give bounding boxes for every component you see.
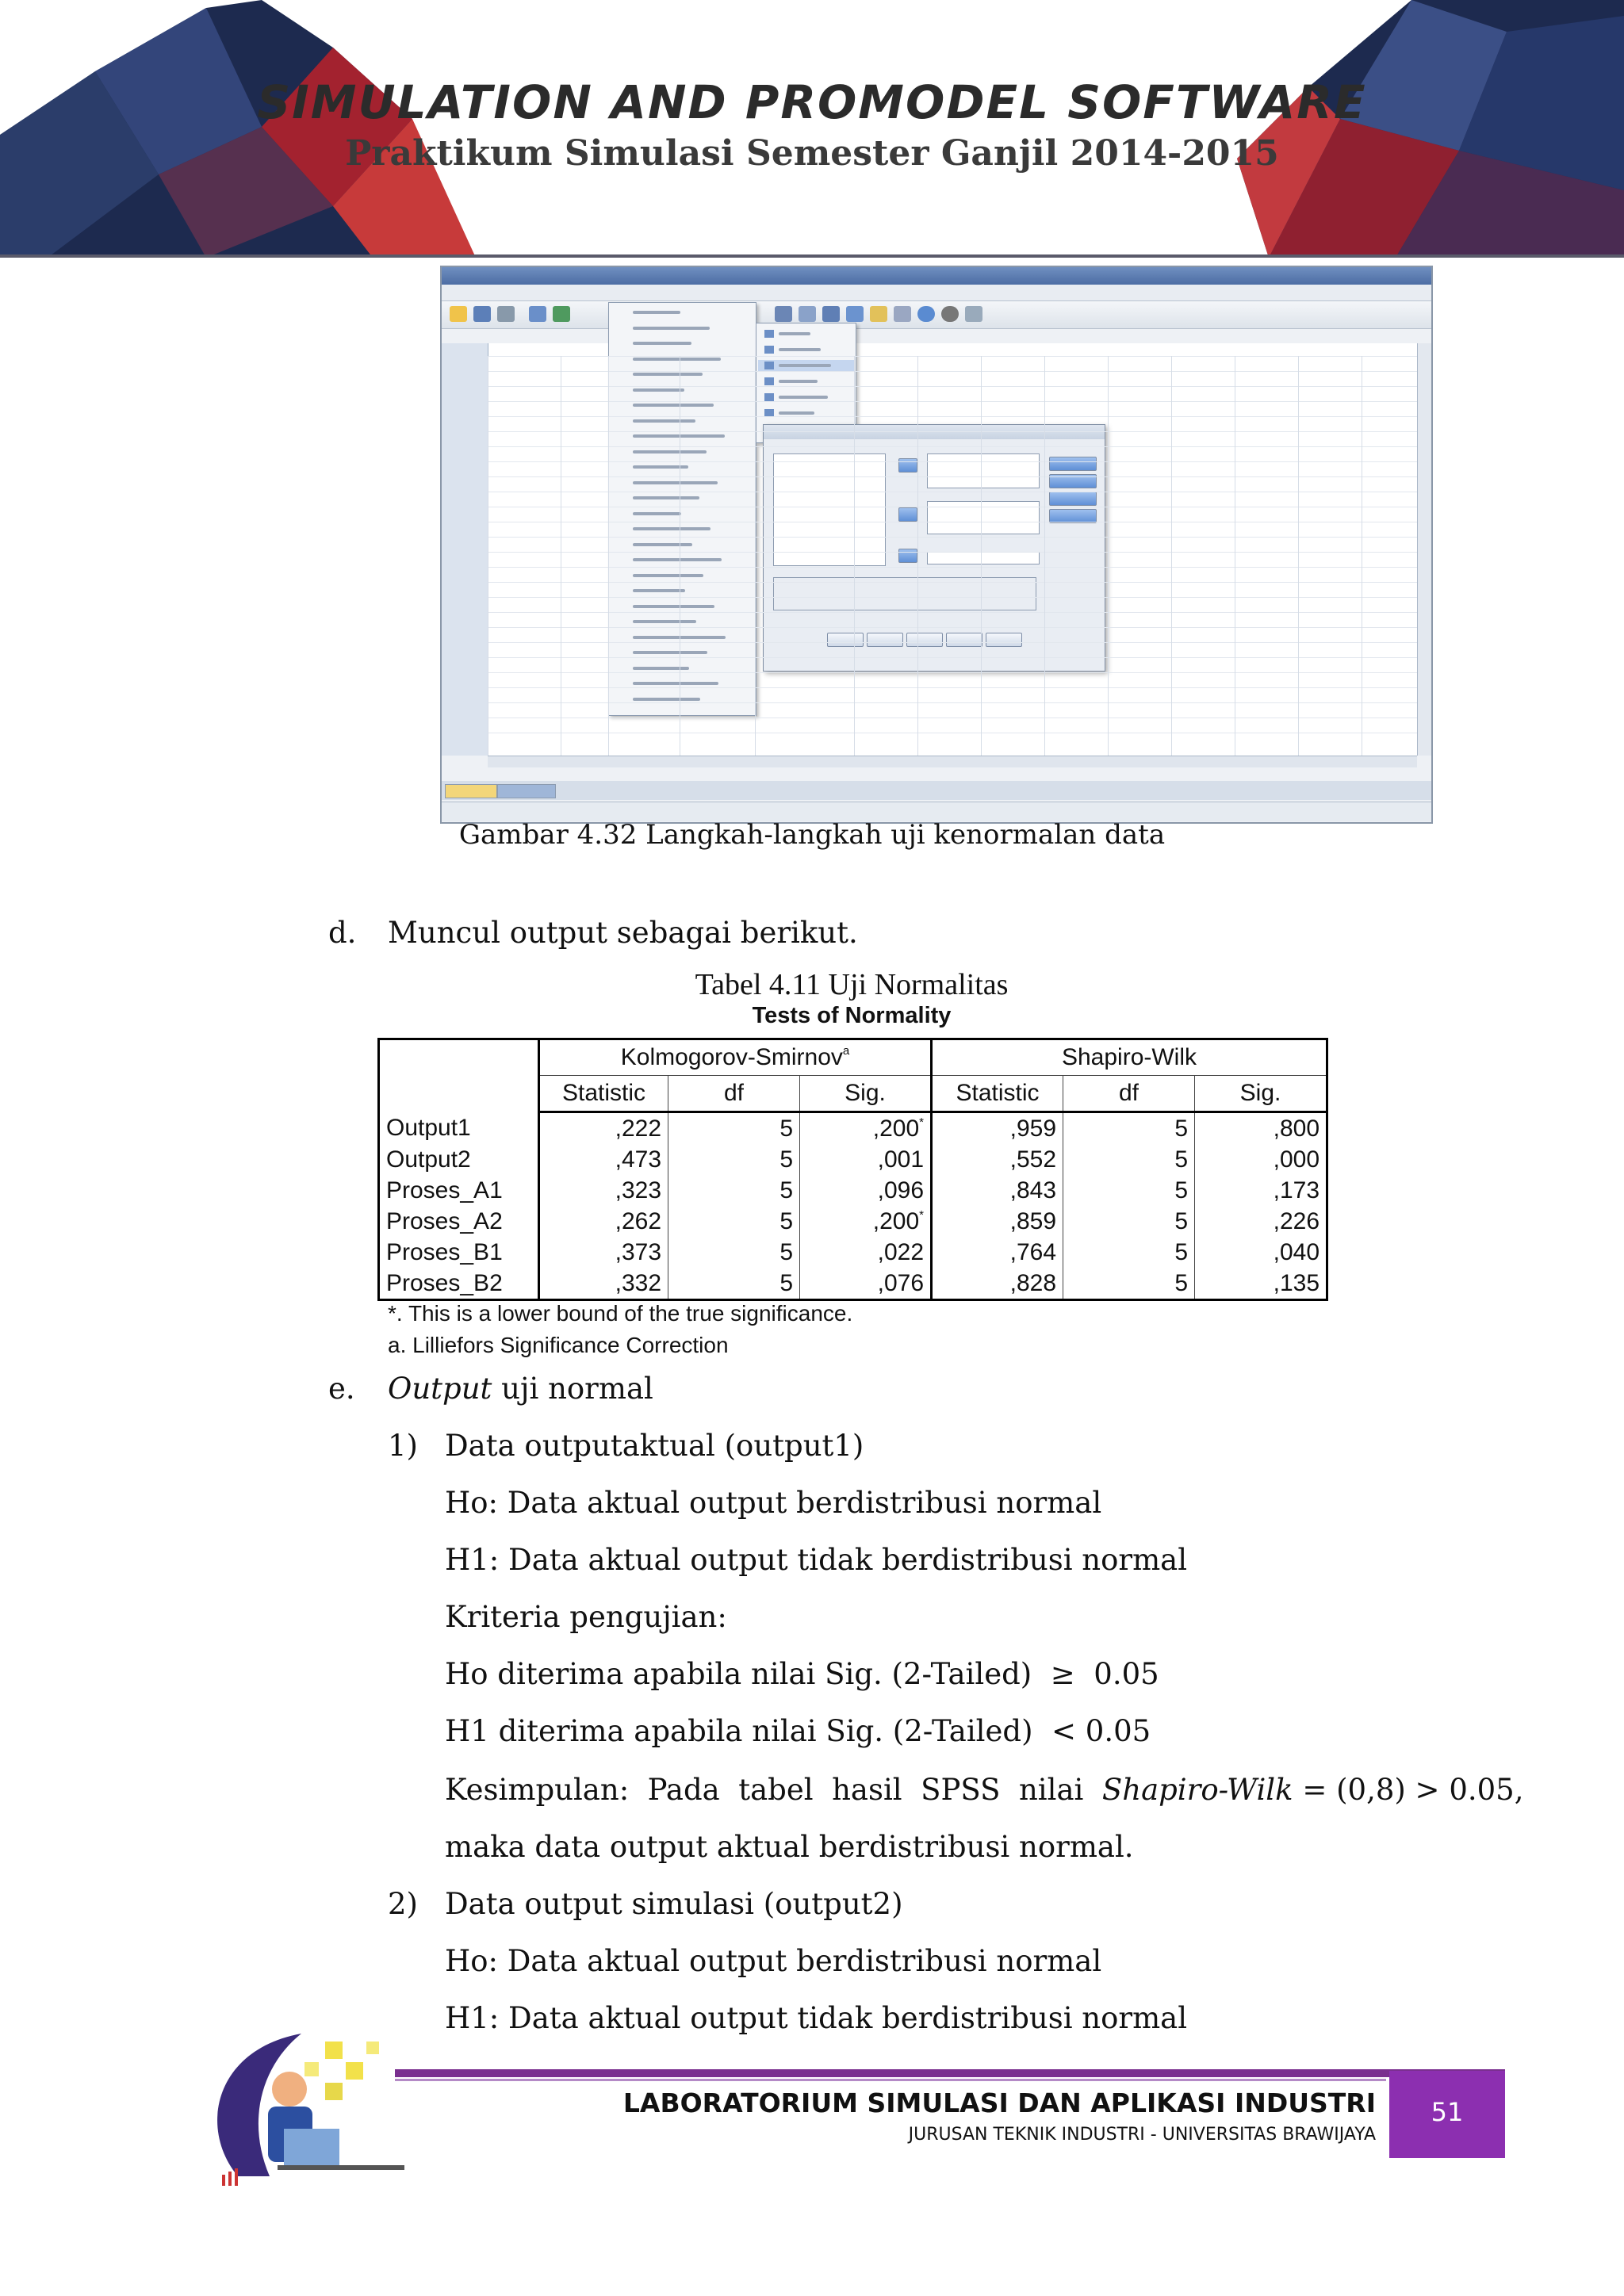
use-sets-icon <box>941 306 959 322</box>
sw-df-cell: 5 <box>1063 1112 1195 1145</box>
sub1-h1: H1: Data aktual output tidak berdistribusi normal <box>445 1543 1188 1577</box>
sw-sig-header: Sig. <box>1195 1076 1327 1112</box>
sub2-h1: H1: Data aktual output tidak berdistribusi normal <box>445 2001 1188 2035</box>
ks-sig-cell: ,076 <box>800 1268 932 1300</box>
grid-row-line <box>488 567 1417 568</box>
split-icon <box>846 306 864 322</box>
ks-sig-cell: ,022 <box>800 1237 932 1268</box>
table-row <box>379 1268 1327 1300</box>
sub1-h1-rule: H1 diterima apabila nilai Sig. (2-Tailed) < 0.05 <box>445 1714 1151 1748</box>
spss-view-tabs <box>442 781 1431 800</box>
ks-df-cell: 5 <box>668 1206 800 1237</box>
menu-item-placeholder <box>633 496 699 499</box>
grid-row-line <box>488 702 1417 703</box>
sw-df-cell: 5 <box>1063 1175 1195 1206</box>
data-view-tab <box>445 784 497 798</box>
menu-item-placeholder <box>633 450 707 453</box>
menu-item-placeholder <box>633 605 714 608</box>
table-icon <box>799 306 816 322</box>
menu-item-placeholder <box>633 419 695 423</box>
chart-icon <box>775 306 792 322</box>
sw-statistic-cell: ,859 <box>932 1206 1063 1237</box>
grid-row-line <box>488 416 1417 417</box>
table-footnote-1: *. This is a lower bound of the true significance. <box>388 1301 853 1326</box>
submenu-item-icon <box>764 362 774 369</box>
menu-item-placeholder <box>633 558 722 561</box>
table-caption: Tabel 4.11 Uji Normalitas <box>695 968 1009 1001</box>
sw-statistic-cell: ,552 <box>932 1144 1063 1175</box>
options-button <box>1049 492 1097 506</box>
grid-col-line <box>981 356 982 756</box>
menu-item-placeholder <box>633 620 696 623</box>
ks-df-cell: 5 <box>668 1112 800 1145</box>
move-dependent-button <box>898 458 917 473</box>
save-icon <box>473 306 491 322</box>
grid-row-line <box>488 657 1417 658</box>
spss-titlebar <box>442 267 1431 285</box>
footer-department: JURUSAN TEKNIK INDUSTRI - UNIVERSITAS BRAWIJAYA <box>908 2125 1376 2145</box>
grid-col-line <box>854 356 855 756</box>
page-number: 51 <box>1431 2097 1464 2127</box>
ks-statistic-cell: ,262 <box>539 1206 668 1237</box>
table-row <box>379 1144 1327 1175</box>
menu-item-placeholder <box>633 327 710 330</box>
grid-icon <box>822 306 840 322</box>
table-row <box>379 1112 1327 1145</box>
row-label: Output2 <box>379 1144 539 1175</box>
menu-item-placeholder <box>633 512 681 515</box>
spss-row-headers <box>442 343 488 756</box>
submenu-item-icon <box>764 346 774 354</box>
grid-col-line <box>1108 356 1109 756</box>
ks-df-cell: 5 <box>668 1144 800 1175</box>
item-d-text: Muncul output sebagai berikut. <box>388 916 858 950</box>
menu-item-placeholder <box>633 481 718 484</box>
ks-df-header: df <box>668 1076 800 1112</box>
grid-col-line <box>917 356 918 756</box>
grid-col-line <box>755 356 756 756</box>
dialog-recall-icon <box>529 306 546 322</box>
sw-statistic-header: Statistic <box>932 1076 1063 1112</box>
move-factor-button <box>898 507 917 522</box>
sub2-ho: Ho: Data aktual output berdistribusi normal <box>445 1944 1102 1978</box>
ks-statistic-cell: ,473 <box>539 1144 668 1175</box>
label-cases-box <box>927 552 1040 564</box>
spss-screenshot <box>440 266 1433 824</box>
print-icon <box>497 306 515 322</box>
item-d-marker: d. <box>328 916 357 950</box>
grid-row-line <box>488 537 1417 538</box>
move-label-button <box>898 549 917 563</box>
menu-item-placeholder <box>633 574 703 577</box>
ks-statistic-cell: ,222 <box>539 1112 668 1145</box>
ks-statistic-cell: ,332 <box>539 1268 668 1300</box>
row-label: Proses_B2 <box>379 1268 539 1300</box>
table-row <box>379 1206 1327 1237</box>
ks-df-cell: 5 <box>668 1175 800 1206</box>
ks-sig-cell: ,200* <box>800 1206 932 1237</box>
sw-statistic-cell: ,959 <box>932 1112 1063 1145</box>
grid-row-line <box>488 582 1417 583</box>
reset-button <box>906 633 943 647</box>
grid-row-line <box>488 552 1417 553</box>
row-label: Output1 <box>379 1112 539 1145</box>
spss-vertical-scrollbar <box>1417 343 1432 756</box>
submenu-item-placeholder <box>779 364 831 367</box>
ks-df-cell: 5 <box>668 1268 800 1300</box>
sub2-heading: Data output simulasi (output2) <box>445 1887 903 1921</box>
spss-menubar <box>442 285 1431 301</box>
submenu-item-placeholder <box>779 380 818 383</box>
row-label: Proses_A1 <box>379 1175 539 1206</box>
sw-sig-cell: ,000 <box>1195 1144 1327 1175</box>
submenu-item-placeholder <box>779 411 814 415</box>
grid-row-line <box>488 446 1417 447</box>
submenu-item-icon <box>764 377 774 385</box>
value-labels-icon <box>917 306 935 322</box>
ks-sig-cell: ,001 <box>800 1144 932 1175</box>
table-title: Tests of Normality <box>752 1003 952 1028</box>
grid-row-line <box>488 386 1417 387</box>
menu-item-placeholder <box>633 358 721 361</box>
help-button <box>986 633 1022 647</box>
grid-row-line <box>488 672 1417 673</box>
select-icon <box>894 306 911 322</box>
table-row <box>379 1175 1327 1206</box>
spss-horizontal-scrollbar <box>488 756 1417 767</box>
sw-df-header: df <box>1063 1076 1195 1112</box>
table-footnote-2: a. Lilliefors Significance Correction <box>388 1333 729 1357</box>
open-icon <box>450 306 467 322</box>
grid-row-line <box>488 356 1417 357</box>
menu-item-placeholder <box>633 682 718 685</box>
sw-sig-cell: ,800 <box>1195 1112 1327 1145</box>
sw-sig-cell: ,040 <box>1195 1237 1327 1268</box>
normality-table-body <box>379 1112 1327 1300</box>
submenu-item-placeholder <box>779 396 828 399</box>
variable-list-box <box>773 453 886 566</box>
figure-caption: Gambar 4.32 Langkah-langkah uji kenormalan data <box>458 819 1166 851</box>
table-corner <box>379 1039 539 1112</box>
footer-bar-accent <box>395 2079 1386 2081</box>
ks-statistic-cell: ,323 <box>539 1175 668 1206</box>
menu-item-placeholder <box>633 667 689 670</box>
grid-col-line <box>608 356 609 756</box>
sw-statistic-cell: ,828 <box>932 1268 1063 1300</box>
sub1-ho: Ho: Data aktual output berdistribusi normal <box>445 1486 1102 1520</box>
menu-item-placeholder <box>633 434 725 438</box>
normality-table <box>377 1038 1328 1301</box>
menu-item-placeholder <box>633 589 685 592</box>
spss-toolbar <box>442 301 1431 329</box>
ks-sig-cell: ,200* <box>800 1112 932 1145</box>
grid-row-line <box>488 461 1417 462</box>
table-row <box>379 1237 1327 1268</box>
grid-row-line <box>488 642 1417 643</box>
menu-item-placeholder <box>633 527 710 530</box>
sub1-kriteria: Kriteria pengujian: <box>445 1600 727 1634</box>
sw-df-cell: 5 <box>1063 1144 1195 1175</box>
menu-item-placeholder <box>633 651 707 654</box>
grid-row-line <box>488 401 1417 402</box>
grid-row-line <box>488 431 1417 432</box>
menu-item-placeholder <box>633 698 700 701</box>
sw-sig-cell: ,135 <box>1195 1268 1327 1300</box>
sub1-kesimpulan: Kesimpulan: Pada tabel hasil SPSS nilai Shapiro-Wilk = (0,8) > 0.05, <box>445 1773 1524 1807</box>
ks-df-cell: 5 <box>668 1237 800 1268</box>
grid-row-line <box>488 612 1417 613</box>
sw-df-cell: 5 <box>1063 1268 1195 1300</box>
sw-df-cell: 5 <box>1063 1237 1195 1268</box>
sw-statistic-cell: ,764 <box>932 1237 1063 1268</box>
item-e-marker: e. <box>328 1372 355 1406</box>
sw-statistic-cell: ,843 <box>932 1175 1063 1206</box>
header-banner <box>0 0 1624 258</box>
footer-bar <box>395 2069 1505 2077</box>
item-e-text: Output uji normal <box>388 1372 653 1406</box>
show-all-icon <box>965 306 982 322</box>
undo-icon <box>553 306 570 322</box>
banner-subtitle: Praktikum Simulasi Semester Ganjil 2014-2015 <box>345 133 1279 174</box>
grid-col-line <box>1171 356 1172 756</box>
ks-group-header: Kolmogorov-Smirnov$^a$ <box>539 1039 932 1076</box>
dependent-list-box <box>927 453 1040 488</box>
grid-row-line <box>488 476 1417 477</box>
submenu-item-icon <box>764 393 774 401</box>
grid-row-line <box>488 627 1417 628</box>
weight-icon <box>870 306 887 322</box>
sub1-heading: Data outputaktual (output1) <box>445 1429 864 1463</box>
sub1-ho-rule: Ho diterima apabila nilai Sig. (2-Tailed) ≥ 0.05 <box>445 1657 1159 1691</box>
dialog-titlebar <box>764 425 1105 439</box>
grid-row-line <box>488 687 1417 688</box>
ks-sig-header: Sig. <box>800 1076 932 1112</box>
row-label: Proses_A2 <box>379 1206 539 1237</box>
sub2-marker: 2) <box>388 1887 418 1921</box>
variable-view-tab <box>497 784 556 798</box>
grid-col-line <box>1044 356 1045 756</box>
menu-item-placeholder <box>633 342 691 345</box>
ks-statistic-cell: ,373 <box>539 1237 668 1268</box>
submenu-item-icon <box>764 330 774 338</box>
grid-row-line <box>488 371 1417 372</box>
spss-analyze-menu <box>608 302 756 716</box>
lab-logo-icon <box>190 2018 460 2192</box>
submenu-item-placeholder <box>779 348 821 351</box>
paste-button <box>867 633 903 647</box>
menu-item-placeholder <box>633 373 703 376</box>
row-label: Proses_B1 <box>379 1237 539 1268</box>
statistics-button <box>1049 457 1097 471</box>
sub1-marker: 1) <box>388 1429 418 1463</box>
menu-item-placeholder <box>633 543 692 546</box>
sw-group-header: Shapiro-Wilk <box>932 1039 1327 1076</box>
ok-button <box>827 633 864 647</box>
banner-title: SIMULATION AND PROMODEL SOFTWARE <box>257 75 1367 129</box>
menu-item-placeholder <box>633 388 684 392</box>
sw-sig-cell: ,173 <box>1195 1175 1327 1206</box>
menu-item-placeholder <box>633 311 680 314</box>
sub1-kesimpulan-line2: maka data output aktual berdistribusi normal. <box>445 1830 1134 1864</box>
ks-statistic-header: Statistic <box>539 1076 668 1112</box>
menu-item-placeholder <box>633 404 714 407</box>
sw-sig-cell: ,226 <box>1195 1206 1327 1237</box>
footer-lab-name: LABORATORIUM SIMULASI DAN APLIKASI INDUSTRI <box>622 2087 1376 2118</box>
sw-df-cell: 5 <box>1063 1206 1195 1237</box>
grid-col-line <box>1298 356 1299 756</box>
grid-row-line <box>488 597 1417 598</box>
ks-sig-cell: ,096 <box>800 1175 932 1206</box>
cancel-button <box>946 633 982 647</box>
submenu-item-placeholder <box>779 332 810 335</box>
